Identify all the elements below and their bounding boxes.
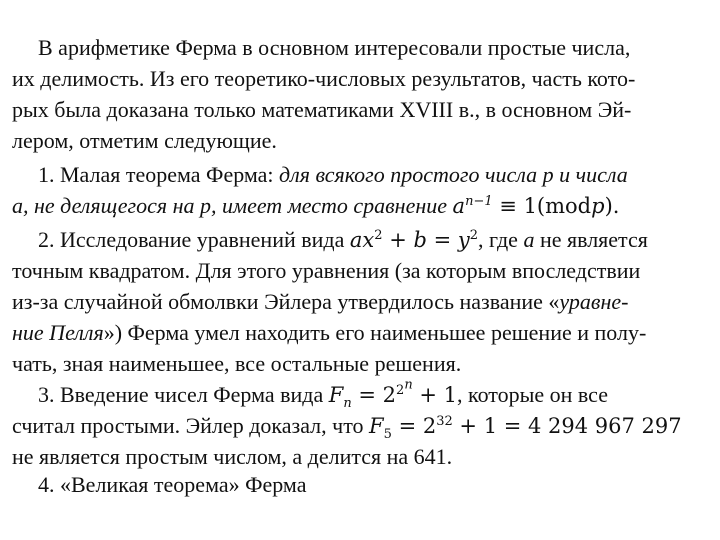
item-text: не является простым числом, а делится на 641.: [12, 444, 453, 469]
math-close: ).: [604, 194, 620, 218]
item-2-line-3: [0, 287, 720, 317]
item-2-line-2: [0, 256, 720, 286]
math-p: p: [591, 194, 605, 218]
item-number: 4.: [38, 472, 55, 497]
pell-name: ние Пелля: [12, 320, 104, 345]
item-text: точным квадратом. Для этого уравнения (за которым впоследствии: [12, 258, 641, 283]
f5-subscript: 5: [383, 427, 392, 443]
item-2-line-4: [0, 318, 720, 348]
fn-plus: + 1: [412, 383, 457, 407]
f5-equals: = 2: [391, 414, 437, 438]
variable-p: p: [542, 162, 554, 187]
eq-exponent: 2: [469, 228, 479, 243]
variable-a: a: [12, 193, 23, 218]
eq-b: b: [413, 228, 427, 252]
eq-plus: +: [382, 228, 414, 252]
theorem-text: , не делящегося на: [23, 193, 201, 218]
theorem-text: для всякого простого числа: [279, 162, 543, 187]
fn-subscript: n: [343, 396, 352, 412]
fn-exponent: 2: [396, 383, 405, 398]
intro-text: В арифметике Ферма в основном интересовали простые числа,: [38, 35, 631, 60]
fermat-number-formula: [328, 377, 457, 412]
theorem-text: и числа: [553, 162, 628, 187]
item-text: из-за случайной обмолвки Эйлера утвердилось название «: [12, 289, 560, 314]
fn-equals: = 2: [351, 383, 397, 407]
math-base: a: [452, 194, 466, 218]
item-number: 3.: [38, 382, 55, 407]
f5-formula: [369, 414, 682, 443]
eq-ax: ax: [349, 228, 375, 252]
item-3-line-1: [0, 377, 720, 412]
intro-text: их делимость. Из его теоретико-числовых результатов, часть кото-: [12, 66, 636, 91]
item-text: чать, зная наименьшее, все остальные решения.: [12, 351, 462, 376]
item-lead: Малая теорема Ферма:: [54, 162, 280, 187]
intro-line-1: [0, 33, 720, 63]
variable-p: p: [200, 193, 212, 218]
item-1-line-2: [0, 191, 720, 221]
pell-name: уравне-: [559, 289, 629, 314]
fn-name: F: [328, 383, 344, 407]
intro-text: лером, отметим следующие.: [12, 128, 277, 153]
item-text: «Великая теорема» Ферма: [54, 472, 307, 497]
item-4-line-1: [0, 470, 720, 500]
item-text: , где: [478, 227, 524, 252]
intro-text: рых была доказана только математиками XVIII в., в основном Эй-: [12, 97, 632, 122]
eq-equals: =: [426, 228, 458, 252]
f5-name: F: [369, 414, 384, 438]
item-text: ») Ферма умел находить его наименьшее решение и полу-: [103, 320, 647, 345]
intro-line-3: [0, 95, 720, 125]
fn-exponent-n: n: [404, 377, 413, 393]
item-3-line-2: [0, 411, 720, 441]
theorem-text: , имеет место сравнение: [211, 193, 453, 218]
eq-y: y: [457, 228, 470, 252]
item-3-line-3: [0, 442, 720, 472]
item-number: 2.: [38, 227, 55, 252]
item-2-line-1: [0, 225, 720, 255]
item-text: , которые он все: [457, 382, 608, 407]
item-text: считал простыми. Эйлер доказал, что: [12, 413, 370, 438]
f5-value: + 1 = 4 294 967 297: [452, 414, 682, 438]
math-rest: ≡ 1(mod: [492, 194, 592, 218]
congruence-formula: [453, 194, 620, 218]
eq-exponent: 2: [374, 228, 383, 243]
pell-equation: [350, 228, 478, 252]
item-text: не является: [534, 227, 648, 252]
math-exponent: n−1: [465, 194, 493, 209]
intro-line-4: [0, 126, 720, 156]
variable-a: a: [523, 227, 535, 252]
item-lead: Введение чисел Ферма вида: [54, 382, 329, 407]
f5-exponent: 32: [436, 414, 453, 429]
item-2-line-5: [0, 349, 720, 379]
item-1-line-1: [0, 160, 720, 190]
item-lead: Исследование уравнений вида: [54, 227, 350, 252]
intro-line-2: [0, 64, 720, 94]
item-number: 1.: [38, 162, 55, 187]
